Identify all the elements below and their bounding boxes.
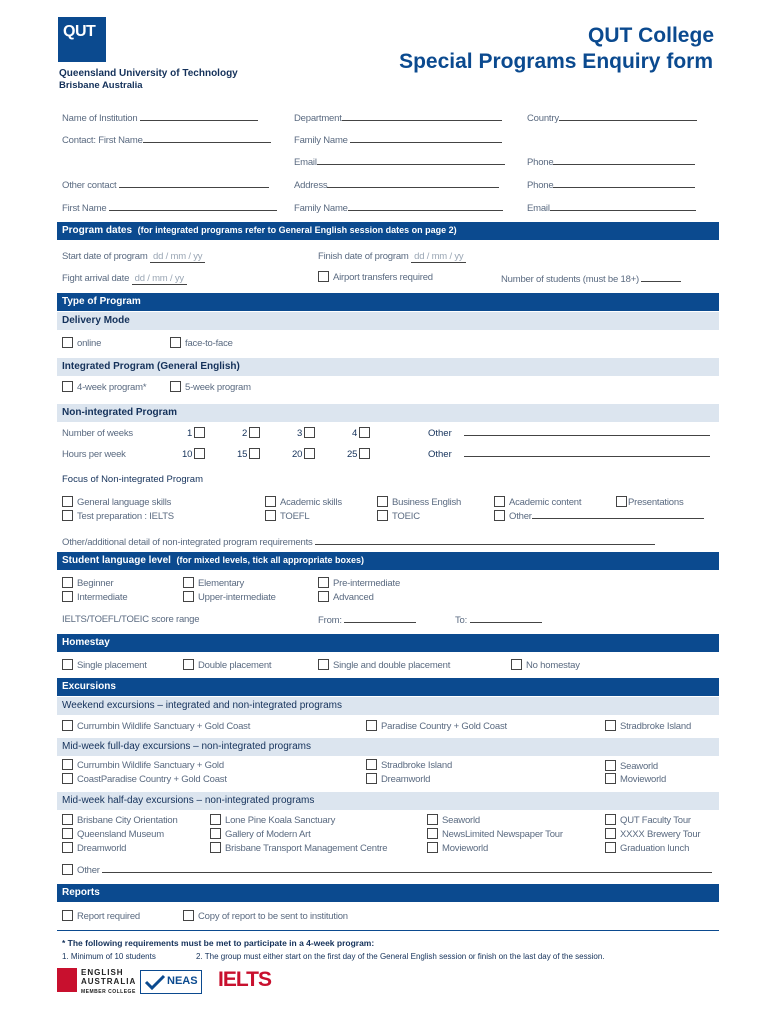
half-dreamworld-checkbox[interactable]: Dreamworld — [62, 842, 126, 854]
hours-option-15[interactable]: 15 — [237, 448, 264, 460]
business-english-checkbox[interactable]: Business English — [377, 496, 461, 508]
weeks-option-2[interactable]: 2 — [242, 427, 264, 439]
five-week-checkbox[interactable]: 5-week program — [170, 381, 251, 393]
weeks-option-1[interactable]: 1 — [187, 427, 209, 439]
type-of-program-header: Type of Program — [57, 293, 719, 311]
weeks-option-4[interactable]: 4 — [352, 427, 374, 439]
reports-header: Reports — [57, 884, 719, 902]
no-homestay-checkbox[interactable]: No homestay — [511, 659, 580, 671]
weekend-currumbin-checkbox[interactable]: Currumbin Wildlife Sanctuary + Gold Coast — [62, 720, 250, 732]
half-seaworld-checkbox[interactable]: Seaworld — [427, 814, 480, 826]
start-date-field[interactable]: Start date of program dd / mm / yy — [62, 251, 205, 262]
midweek-full-paradise-checkbox[interactable]: CoastParadise Country + Gold Coast — [62, 773, 227, 785]
non-integrated-program-header: Non-integrated Program — [57, 404, 719, 422]
general-language-checkbox[interactable]: General language skills — [62, 496, 171, 508]
half-brisbane-transport-checkbox[interactable]: Brisbane Transport Management Centre — [210, 842, 387, 854]
hours-option-20[interactable]: 20 — [292, 448, 319, 460]
beginner-checkbox[interactable]: Beginner — [62, 577, 113, 589]
weeks-option-3[interactable]: 3 — [297, 427, 319, 439]
first-name-field[interactable]: First Name — [62, 202, 277, 214]
midweek-half-header: Mid-week half-day excursions – non-integrated programs — [57, 792, 719, 810]
institution-field[interactable]: Name of Institution — [62, 112, 258, 124]
family-name-field[interactable]: Family Name — [294, 134, 502, 146]
phone-field[interactable]: Phone — [527, 156, 695, 168]
half-brisbane-orientation-checkbox[interactable]: Brisbane City Orientation — [62, 814, 178, 826]
excursions-header: Excursions — [57, 678, 719, 696]
family-name2-field[interactable]: Family Name — [294, 202, 503, 214]
num-students-field[interactable]: Number of students (must be 18+) — [501, 273, 681, 285]
form-title-line2: Special Programs Enquiry form — [399, 50, 713, 73]
half-graduation-lunch-checkbox[interactable]: Graduation lunch — [605, 842, 689, 854]
requirements-note: * The following requirements must be met to participate in a 4-week program: — [62, 938, 375, 948]
country-field[interactable]: Country — [527, 112, 697, 124]
homestay-header: Homestay — [57, 634, 719, 652]
delivery-mode-header: Delivery Mode — [57, 312, 719, 330]
other-detail-field[interactable]: Other/additional detail of non-integrated program requirements — [62, 536, 655, 548]
hours-option-10[interactable]: 10 — [182, 448, 209, 460]
midweek-full-seaworld-checkbox[interactable]: Seaworld — [605, 760, 658, 772]
hours-other-field[interactable]: Other — [428, 448, 710, 460]
footer-divider — [57, 930, 719, 931]
finish-date-field[interactable]: Finish date of program dd / mm / yy — [318, 251, 466, 262]
score-to-field[interactable]: To: — [455, 614, 542, 626]
integrated-program-header: Integrated Program (General English) — [57, 358, 719, 376]
ielts-logo: IELTS — [218, 968, 271, 991]
intermediate-checkbox[interactable]: Intermediate — [62, 591, 127, 603]
university-name: Queensland University of Technology — [59, 68, 238, 79]
score-from-field[interactable]: From: — [318, 614, 416, 626]
half-movieworld-checkbox[interactable]: Movieworld — [427, 842, 488, 854]
form-title-line1: QUT College — [587, 24, 714, 47]
number-of-weeks-label: Number of weeks — [62, 428, 133, 439]
single-double-placement-checkbox[interactable]: Single and double placement — [318, 659, 450, 671]
email2-field[interactable]: Email — [527, 202, 696, 214]
focus-other-checkbox[interactable]: Other — [494, 510, 704, 522]
midweek-full-dreamworld-checkbox[interactable]: Dreamworld — [366, 773, 430, 785]
requirement-1: 1. Minimum of 10 students — [62, 952, 156, 961]
hours-per-week-label: Hours per week — [62, 449, 126, 460]
double-placement-checkbox[interactable]: Double placement — [183, 659, 271, 671]
excursions-other-field[interactable]: Other — [62, 864, 712, 876]
program-dates-header: Program dates (for integrated programs refer to General English session dates on page 2) — [57, 222, 719, 240]
report-copy-checkbox[interactable]: Copy of report to be sent to institution — [183, 910, 348, 922]
advanced-checkbox[interactable]: Advanced — [318, 591, 374, 603]
weekend-paradise-checkbox[interactable]: Paradise Country + Gold Coast — [366, 720, 507, 732]
presentations-checkbox[interactable]: Presentations — [616, 496, 684, 508]
score-range-label: IELTS/TOEFL/TOEIC score range — [62, 614, 200, 625]
phone2-field[interactable]: Phone — [527, 179, 695, 191]
hours-option-25[interactable]: 25 — [347, 448, 374, 460]
pre-intermediate-checkbox[interactable]: Pre-intermediate — [318, 577, 400, 589]
midweek-full-movieworld-checkbox[interactable]: Movieworld — [605, 773, 666, 785]
half-xxxx-brewery-checkbox[interactable]: XXXX Brewery Tour — [605, 828, 700, 840]
weeks-other-field[interactable]: Other — [428, 427, 710, 439]
half-lone-pine-checkbox[interactable]: Lone Pine Koala Sanctuary — [210, 814, 335, 826]
report-required-checkbox[interactable]: Report required — [62, 910, 140, 922]
requirement-2: 2. The group must either start on the first day of the General English session or finish on the last day of the session. — [196, 952, 605, 961]
address-field[interactable]: Address — [294, 179, 499, 191]
airport-transfers-checkbox[interactable]: Airport transfers required — [318, 271, 433, 283]
elementary-checkbox[interactable]: Elementary — [183, 577, 244, 589]
upper-intermediate-checkbox[interactable]: Upper-intermediate — [183, 591, 276, 603]
focus-title: Focus of Non-integrated Program — [62, 474, 203, 485]
contact-first-name-field[interactable]: Contact: First Name — [62, 134, 271, 146]
flight-arrival-field[interactable]: Fight arrival date dd / mm / yy — [62, 273, 187, 284]
face-to-face-checkbox[interactable]: face-to-face — [170, 337, 233, 349]
checkmark-icon — [144, 974, 166, 990]
other-contact-field[interactable]: Other contact — [62, 179, 269, 191]
toefl-checkbox[interactable]: TOEFL — [265, 510, 309, 522]
midweek-full-header: Mid-week full-day excursions – non-integrated programs — [57, 738, 719, 756]
email-field[interactable]: Email — [294, 156, 505, 168]
language-level-header: Student language level (for mixed levels, tick all appropriate boxes) — [57, 552, 719, 570]
online-checkbox[interactable]: online — [62, 337, 101, 349]
half-qut-faculty-tour-checkbox[interactable]: QUT Faculty Tour — [605, 814, 691, 826]
half-queensland-museum-checkbox[interactable]: Queensland Museum — [62, 828, 164, 840]
neas-logo: NEAS — [140, 970, 202, 994]
single-placement-checkbox[interactable]: Single placement — [62, 659, 147, 671]
half-newslimited-checkbox[interactable]: NewsLimited Newspaper Tour — [427, 828, 563, 840]
toeic-checkbox[interactable]: TOEIC — [377, 510, 420, 522]
qut-logo: QUT — [58, 17, 106, 62]
academic-skills-checkbox[interactable]: Academic skills — [265, 496, 342, 508]
test-prep-checkbox[interactable]: Test preparation : IELTS — [62, 510, 174, 522]
half-gallery-modern-art-checkbox[interactable]: Gallery of Modern Art — [210, 828, 311, 840]
midweek-full-currumbin-checkbox[interactable]: Currumbin Wildlife Sanctuary + Gold — [62, 759, 224, 771]
weekend-excursions-header: Weekend excursions – integrated and non-integrated programs — [57, 697, 719, 715]
four-week-checkbox[interactable]: 4-week program* — [62, 381, 146, 393]
university-location: Brisbane Australia — [59, 80, 143, 91]
department-field[interactable]: Department — [294, 112, 502, 124]
weekend-stradbroke-checkbox[interactable]: Stradbroke Island — [605, 720, 691, 732]
academic-content-checkbox[interactable]: Academic content — [494, 496, 581, 508]
midweek-full-stradbroke-checkbox[interactable]: Stradbroke Island — [366, 759, 452, 771]
